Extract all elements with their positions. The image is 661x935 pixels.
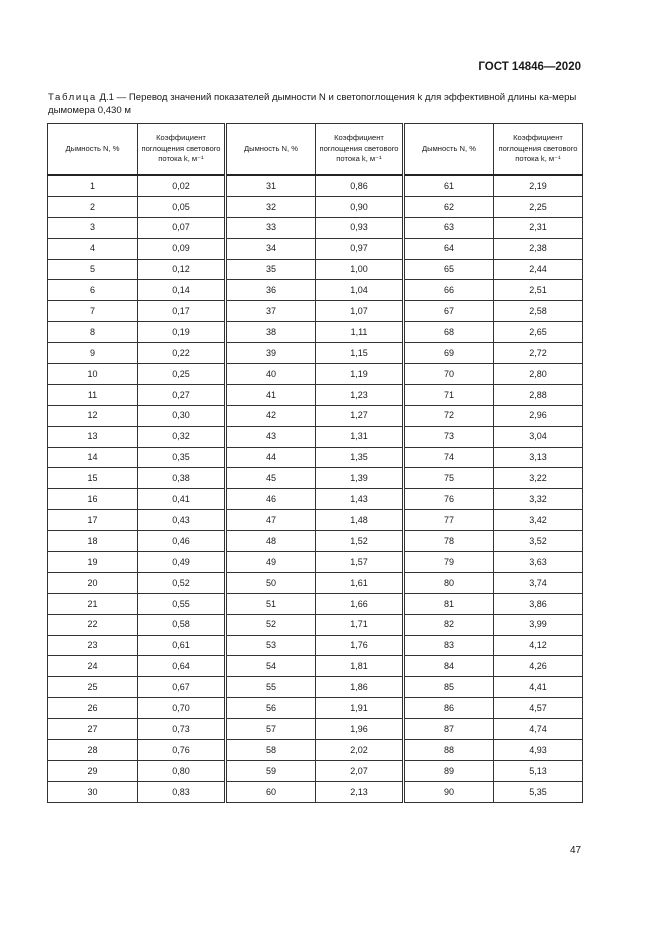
cell-smoke-density: 52 xyxy=(226,614,316,635)
cell-smoke-density: 71 xyxy=(404,384,494,405)
cell-absorption-coefficient: 1,71 xyxy=(316,614,404,635)
header-absorption-coefficient: Коэффициент поглощения светового потока k, м⁻¹ xyxy=(494,124,583,176)
cell-smoke-density: 76 xyxy=(404,489,494,510)
cell-absorption-coefficient: 2,51 xyxy=(494,280,583,301)
cell-absorption-coefficient: 4,41 xyxy=(494,677,583,698)
cell-absorption-coefficient: 3,32 xyxy=(494,489,583,510)
cell-smoke-density: 60 xyxy=(226,781,316,802)
cell-smoke-density: 39 xyxy=(226,343,316,364)
cell-absorption-coefficient: 1,81 xyxy=(316,656,404,677)
cell-smoke-density: 36 xyxy=(226,280,316,301)
cell-absorption-coefficient: 0,52 xyxy=(138,572,226,593)
cell-absorption-coefficient: 0,55 xyxy=(138,593,226,614)
table-row xyxy=(48,677,583,698)
cell-absorption-coefficient: 1,04 xyxy=(316,280,404,301)
cell-absorption-coefficient: 0,14 xyxy=(138,280,226,301)
cell-absorption-coefficient: 0,97 xyxy=(316,238,404,259)
cell-absorption-coefficient: 1,48 xyxy=(316,510,404,531)
cell-absorption-coefficient: 1,00 xyxy=(316,259,404,280)
table-row xyxy=(48,572,583,593)
cell-absorption-coefficient: 0,17 xyxy=(138,301,226,322)
cell-absorption-coefficient: 2,65 xyxy=(494,322,583,343)
cell-smoke-density: 73 xyxy=(404,426,494,447)
cell-smoke-density: 53 xyxy=(226,635,316,656)
cell-smoke-density: 74 xyxy=(404,447,494,468)
cell-absorption-coefficient: 0,22 xyxy=(138,343,226,364)
cell-absorption-coefficient: 1,19 xyxy=(316,364,404,385)
cell-smoke-density: 66 xyxy=(404,280,494,301)
cell-absorption-coefficient: 0,76 xyxy=(138,740,226,761)
cell-smoke-density: 47 xyxy=(226,510,316,531)
cell-absorption-coefficient: 1,91 xyxy=(316,698,404,719)
cell-smoke-density: 8 xyxy=(48,322,138,343)
cell-absorption-coefficient: 1,07 xyxy=(316,301,404,322)
table-row xyxy=(48,238,583,259)
cell-absorption-coefficient: 2,88 xyxy=(494,384,583,405)
cell-absorption-coefficient: 1,66 xyxy=(316,593,404,614)
cell-smoke-density: 10 xyxy=(48,364,138,385)
table-caption xyxy=(48,91,582,117)
cell-absorption-coefficient: 2,13 xyxy=(316,781,404,802)
cell-smoke-density: 89 xyxy=(404,760,494,781)
table-row xyxy=(48,698,583,719)
cell-smoke-density: 67 xyxy=(404,301,494,322)
cell-smoke-density: 69 xyxy=(404,343,494,364)
cell-smoke-density: 20 xyxy=(48,572,138,593)
cell-absorption-coefficient: 2,38 xyxy=(494,238,583,259)
cell-absorption-coefficient: 2,25 xyxy=(494,196,583,217)
cell-absorption-coefficient: 0,80 xyxy=(138,760,226,781)
cell-absorption-coefficient: 3,63 xyxy=(494,552,583,573)
cell-smoke-density: 21 xyxy=(48,593,138,614)
cell-absorption-coefficient: 0,35 xyxy=(138,447,226,468)
cell-absorption-coefficient: 3,52 xyxy=(494,531,583,552)
cell-absorption-coefficient: 0,49 xyxy=(138,552,226,573)
cell-absorption-coefficient: 1,23 xyxy=(316,384,404,405)
cell-absorption-coefficient: 2,44 xyxy=(494,259,583,280)
cell-smoke-density: 43 xyxy=(226,426,316,447)
cell-absorption-coefficient: 2,31 xyxy=(494,217,583,238)
cell-absorption-coefficient: 4,26 xyxy=(494,656,583,677)
cell-absorption-coefficient: 0,64 xyxy=(138,656,226,677)
cell-smoke-density: 72 xyxy=(404,405,494,426)
cell-absorption-coefficient: 3,86 xyxy=(494,593,583,614)
cell-smoke-density: 59 xyxy=(226,760,316,781)
caption-text: Д.1 — Перевод значений показателей дымности N и светопоглощения k для эффективной длины ка-меры дымомера 0,430 м xyxy=(48,92,577,116)
cell-absorption-coefficient: 0,07 xyxy=(138,217,226,238)
table-row xyxy=(48,405,583,426)
cell-smoke-density: 28 xyxy=(48,740,138,761)
cell-smoke-density: 14 xyxy=(48,447,138,468)
cell-absorption-coefficient: 0,02 xyxy=(138,175,226,196)
cell-smoke-density: 18 xyxy=(48,531,138,552)
cell-smoke-density: 34 xyxy=(226,238,316,259)
cell-absorption-coefficient: 2,58 xyxy=(494,301,583,322)
cell-absorption-coefficient: 3,13 xyxy=(494,447,583,468)
cell-smoke-density: 82 xyxy=(404,614,494,635)
cell-smoke-density: 85 xyxy=(404,677,494,698)
cell-smoke-density: 26 xyxy=(48,698,138,719)
cell-absorption-coefficient: 1,52 xyxy=(316,531,404,552)
cell-smoke-density: 23 xyxy=(48,635,138,656)
cell-absorption-coefficient: 0,25 xyxy=(138,364,226,385)
cell-smoke-density: 41 xyxy=(226,384,316,405)
cell-absorption-coefficient: 3,99 xyxy=(494,614,583,635)
cell-absorption-coefficient: 0,70 xyxy=(138,698,226,719)
cell-absorption-coefficient: 1,57 xyxy=(316,552,404,573)
document-code: ГОСТ 14846—2020 xyxy=(478,61,581,73)
cell-smoke-density: 7 xyxy=(48,301,138,322)
cell-smoke-density: 75 xyxy=(404,468,494,489)
cell-absorption-coefficient: 0,73 xyxy=(138,719,226,740)
cell-smoke-density: 33 xyxy=(226,217,316,238)
table-row xyxy=(48,364,583,385)
cell-smoke-density: 65 xyxy=(404,259,494,280)
cell-smoke-density: 63 xyxy=(404,217,494,238)
table-row xyxy=(48,552,583,573)
table-row xyxy=(48,384,583,405)
table-body xyxy=(48,175,583,802)
cell-absorption-coefficient: 1,39 xyxy=(316,468,404,489)
cell-smoke-density: 88 xyxy=(404,740,494,761)
cell-smoke-density: 78 xyxy=(404,531,494,552)
table-row xyxy=(48,489,583,510)
table-row xyxy=(48,740,583,761)
table-row xyxy=(48,614,583,635)
table-row xyxy=(48,593,583,614)
cell-absorption-coefficient: 3,74 xyxy=(494,572,583,593)
cell-absorption-coefficient: 1,86 xyxy=(316,677,404,698)
cell-absorption-coefficient: 3,22 xyxy=(494,468,583,489)
cell-absorption-coefficient: 0,38 xyxy=(138,468,226,489)
cell-smoke-density: 48 xyxy=(226,531,316,552)
cell-absorption-coefficient: 4,12 xyxy=(494,635,583,656)
cell-smoke-density: 27 xyxy=(48,719,138,740)
cell-smoke-density: 84 xyxy=(404,656,494,677)
cell-absorption-coefficient: 0,86 xyxy=(316,175,404,196)
cell-absorption-coefficient: 1,11 xyxy=(316,322,404,343)
cell-absorption-coefficient: 2,02 xyxy=(316,740,404,761)
cell-smoke-density: 29 xyxy=(48,760,138,781)
table-row xyxy=(48,301,583,322)
cell-smoke-density: 40 xyxy=(226,364,316,385)
cell-absorption-coefficient: 0,46 xyxy=(138,531,226,552)
cell-smoke-density: 9 xyxy=(48,343,138,364)
cell-absorption-coefficient: 0,43 xyxy=(138,510,226,531)
cell-absorption-coefficient: 2,72 xyxy=(494,343,583,364)
cell-absorption-coefficient: 1,61 xyxy=(316,572,404,593)
table-row xyxy=(48,635,583,656)
cell-smoke-density: 13 xyxy=(48,426,138,447)
cell-absorption-coefficient: 2,96 xyxy=(494,405,583,426)
cell-absorption-coefficient: 0,12 xyxy=(138,259,226,280)
cell-absorption-coefficient: 1,96 xyxy=(316,719,404,740)
header-smoke-density: Дымность N, % xyxy=(48,124,138,176)
cell-smoke-density: 12 xyxy=(48,405,138,426)
cell-smoke-density: 11 xyxy=(48,384,138,405)
cell-smoke-density: 16 xyxy=(48,489,138,510)
cell-smoke-density: 45 xyxy=(226,468,316,489)
header-absorption-coefficient: Коэффициент поглощения светового потока k, м⁻¹ xyxy=(316,124,404,176)
cell-absorption-coefficient: 0,30 xyxy=(138,405,226,426)
cell-smoke-density: 44 xyxy=(226,447,316,468)
table-row xyxy=(48,447,583,468)
cell-smoke-density: 62 xyxy=(404,196,494,217)
cell-smoke-density: 55 xyxy=(226,677,316,698)
cell-smoke-density: 38 xyxy=(226,322,316,343)
cell-absorption-coefficient: 0,61 xyxy=(138,635,226,656)
cell-smoke-density: 3 xyxy=(48,217,138,238)
cell-absorption-coefficient: 2,19 xyxy=(494,175,583,196)
cell-absorption-coefficient: 0,05 xyxy=(138,196,226,217)
caption-label: Таблица xyxy=(48,92,97,103)
cell-smoke-density: 49 xyxy=(226,552,316,573)
table-row xyxy=(48,719,583,740)
page-number: 47 xyxy=(570,845,582,856)
cell-absorption-coefficient: 1,43 xyxy=(316,489,404,510)
cell-absorption-coefficient: 5,35 xyxy=(494,781,583,802)
cell-absorption-coefficient: 0,19 xyxy=(138,322,226,343)
cell-absorption-coefficient: 0,41 xyxy=(138,489,226,510)
cell-smoke-density: 51 xyxy=(226,593,316,614)
cell-absorption-coefficient: 1,31 xyxy=(316,426,404,447)
table-row xyxy=(48,656,583,677)
cell-absorption-coefficient: 2,80 xyxy=(494,364,583,385)
table-row xyxy=(48,259,583,280)
cell-smoke-density: 70 xyxy=(404,364,494,385)
table-row xyxy=(48,280,583,301)
cell-smoke-density: 17 xyxy=(48,510,138,531)
cell-smoke-density: 31 xyxy=(226,175,316,196)
cell-smoke-density: 15 xyxy=(48,468,138,489)
cell-absorption-coefficient: 0,58 xyxy=(138,614,226,635)
table-row xyxy=(48,781,583,802)
cell-smoke-density: 46 xyxy=(226,489,316,510)
table-row xyxy=(48,510,583,531)
cell-smoke-density: 5 xyxy=(48,259,138,280)
cell-smoke-density: 83 xyxy=(404,635,494,656)
table-row xyxy=(48,531,583,552)
cell-absorption-coefficient: 2,07 xyxy=(316,760,404,781)
cell-smoke-density: 6 xyxy=(48,280,138,301)
cell-smoke-density: 58 xyxy=(226,740,316,761)
cell-smoke-density: 90 xyxy=(404,781,494,802)
header-smoke-density: Дымность N, % xyxy=(404,124,494,176)
header-absorption-coefficient: Коэффициент поглощения светового потока k, м⁻¹ xyxy=(138,124,226,176)
cell-absorption-coefficient: 3,42 xyxy=(494,510,583,531)
table-row xyxy=(48,760,583,781)
cell-absorption-coefficient: 1,15 xyxy=(316,343,404,364)
cell-smoke-density: 80 xyxy=(404,572,494,593)
cell-absorption-coefficient: 0,93 xyxy=(316,217,404,238)
table-header-row xyxy=(48,124,583,176)
conversion-table xyxy=(47,123,583,803)
table-row xyxy=(48,343,583,364)
cell-smoke-density: 42 xyxy=(226,405,316,426)
table-row xyxy=(48,196,583,217)
cell-smoke-density: 54 xyxy=(226,656,316,677)
cell-absorption-coefficient: 0,67 xyxy=(138,677,226,698)
cell-smoke-density: 61 xyxy=(404,175,494,196)
cell-smoke-density: 32 xyxy=(226,196,316,217)
cell-absorption-coefficient: 5,13 xyxy=(494,760,583,781)
cell-smoke-density: 57 xyxy=(226,719,316,740)
cell-smoke-density: 77 xyxy=(404,510,494,531)
cell-smoke-density: 87 xyxy=(404,719,494,740)
cell-smoke-density: 30 xyxy=(48,781,138,802)
cell-absorption-coefficient: 1,76 xyxy=(316,635,404,656)
cell-absorption-coefficient: 4,74 xyxy=(494,719,583,740)
cell-smoke-density: 68 xyxy=(404,322,494,343)
cell-smoke-density: 56 xyxy=(226,698,316,719)
cell-absorption-coefficient: 1,35 xyxy=(316,447,404,468)
cell-smoke-density: 81 xyxy=(404,593,494,614)
cell-smoke-density: 1 xyxy=(48,175,138,196)
cell-smoke-density: 25 xyxy=(48,677,138,698)
table-row xyxy=(48,175,583,196)
cell-smoke-density: 37 xyxy=(226,301,316,322)
cell-smoke-density: 35 xyxy=(226,259,316,280)
table-row xyxy=(48,426,583,447)
cell-absorption-coefficient: 1,27 xyxy=(316,405,404,426)
cell-smoke-density: 4 xyxy=(48,238,138,259)
header-smoke-density: Дымность N, % xyxy=(226,124,316,176)
cell-absorption-coefficient: 0,90 xyxy=(316,196,404,217)
cell-smoke-density: 2 xyxy=(48,196,138,217)
table-row xyxy=(48,322,583,343)
table-row xyxy=(48,468,583,489)
cell-smoke-density: 22 xyxy=(48,614,138,635)
cell-smoke-density: 24 xyxy=(48,656,138,677)
cell-smoke-density: 86 xyxy=(404,698,494,719)
cell-smoke-density: 79 xyxy=(404,552,494,573)
cell-absorption-coefficient: 3,04 xyxy=(494,426,583,447)
cell-smoke-density: 50 xyxy=(226,572,316,593)
cell-smoke-density: 19 xyxy=(48,552,138,573)
cell-absorption-coefficient: 0,83 xyxy=(138,781,226,802)
cell-absorption-coefficient: 4,93 xyxy=(494,740,583,761)
cell-absorption-coefficient: 0,27 xyxy=(138,384,226,405)
cell-absorption-coefficient: 0,09 xyxy=(138,238,226,259)
cell-absorption-coefficient: 0,32 xyxy=(138,426,226,447)
cell-absorption-coefficient: 4,57 xyxy=(494,698,583,719)
table-row xyxy=(48,217,583,238)
cell-smoke-density: 64 xyxy=(404,238,494,259)
